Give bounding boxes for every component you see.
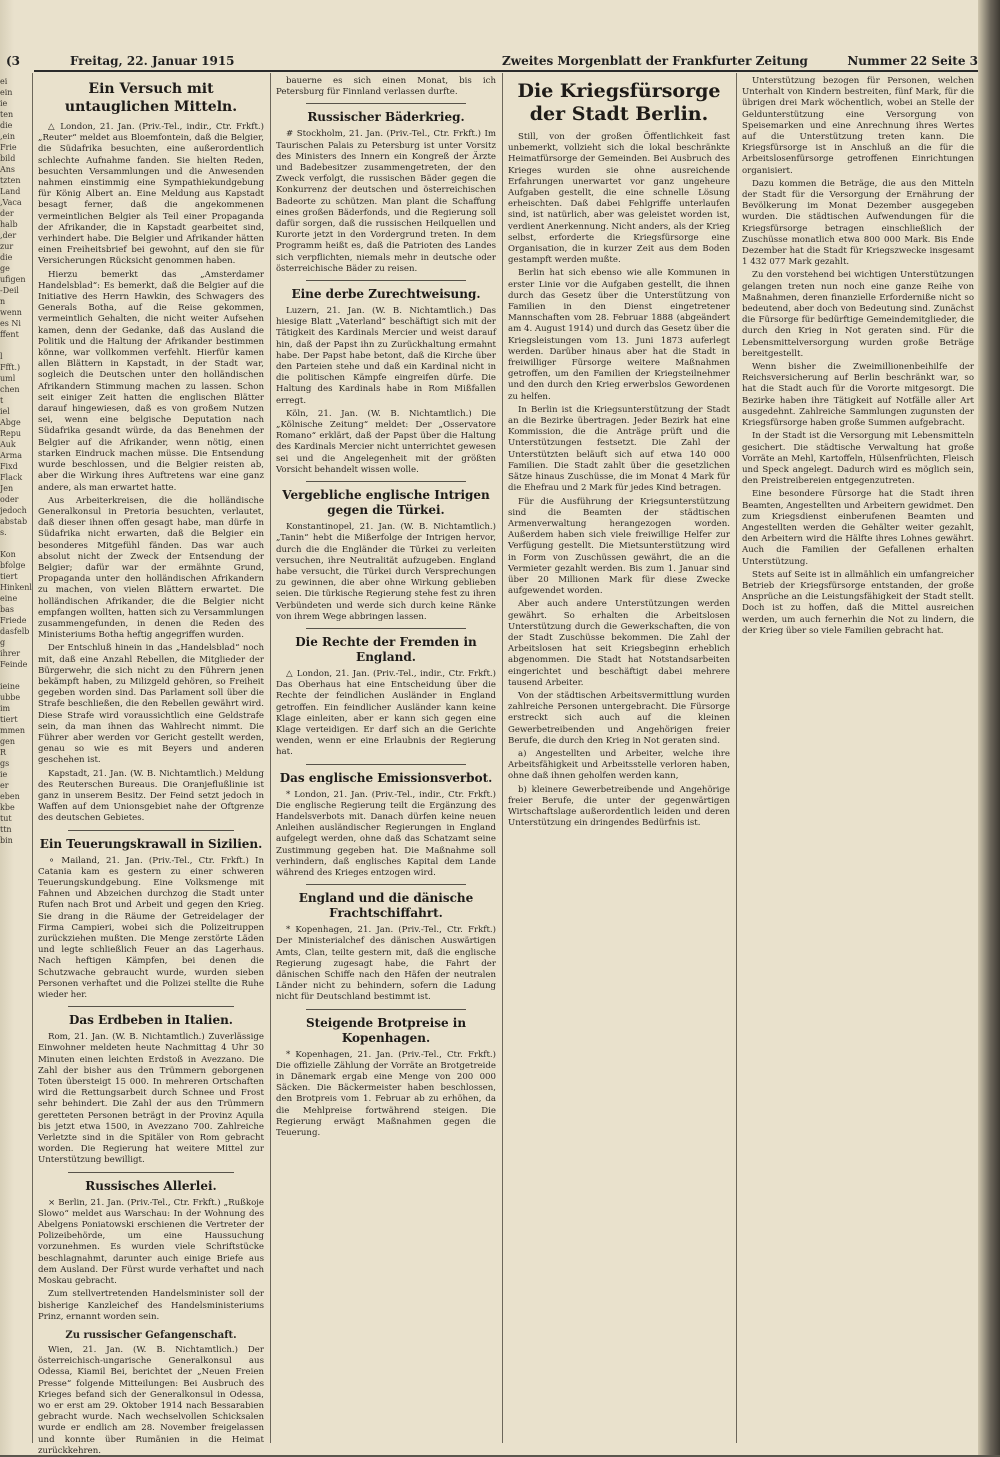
strip-fragment: g xyxy=(0,638,6,647)
column-3 xyxy=(508,76,730,1441)
strip-fragment: Abge xyxy=(0,418,21,427)
strip-fragment: ie xyxy=(0,770,8,779)
article-text: In Berlin ist die Kriegsunterstützung der Stadt an die Bezirke übertragen. Jeder Bezirk hat eine Kommission, die die Anträge prüft und die Unterstützungen festsetzt. Die Zahl der Unterstützten beläuft sich auf etwa 140 000 Familien. Die Stadt zahlt über die gesetzlichen Sätze hinaus Zuschüsse, die im Monat 4 Mark für die Ehefrau und 2 Mark für jedes Kind betragen. xyxy=(508,404,730,494)
previous-page-strip xyxy=(0,76,30,1441)
strip-fragment: Land xyxy=(0,187,21,196)
strip-fragment: s. xyxy=(0,528,7,537)
strip-fragment: uml xyxy=(0,374,16,383)
article-text: Köln, 21. Jan. (W. B. Nichtamtlich.) Die „Kölnische Zeitung“ meldet: Der „Osservatore Romano“ erklärt, daß der Papst über die Haltung des Kardinals Mercier nicht unterrichtet gewesen sei und die Angelegenheit mit der größten Vorsicht behandelt wissen wolle. xyxy=(276,408,496,475)
article-text: ⚬ Mailand, 21. Jan. (Priv.-Tel., Ctr. Frkft.) In Catania kam es gestern zu einer schweren Teuerungskundgebung. Eine Volksmenge mit Fahnen und Abzeichen durchzog die Stadt unter Rufen nach Brot und Arbeit und gegen den Krieg. Sie drang in die Räume der Getreidelager der Firma Campieri, wobei sich die Polizeitruppen zurückziehen mußten. Die Menge zerstörte Läden und legte schließlich Feuer an das Lagerhaus. Nach heftigen Kämpfen, bei denen die Schutzwache gebraucht wurde, wurden sieben Personen verhaftet und die Polizei stellte die Ruhe wieder her. xyxy=(38,855,264,1001)
strip-fragment: ffent xyxy=(0,330,19,339)
strip-fragment: oder xyxy=(0,495,19,504)
strip-fragment: ,Vaca xyxy=(0,198,22,207)
article-text: Zu den vorstehend bei wichtigen Unterstützungen gelangen treten nun noch eine ganze Reihe von Maßnahmen, deren finanzielle Erforderniße nicht so bedeutend, aber doch von Bedeutung sind. Zunächst die Fürsorge für bedürftige Gemeindemitglieder, die durch den Krieg in Not geraten sind. Für die Lebensmittelversorgung wurden große Beträge bereitgestellt. xyxy=(742,270,974,359)
strip-fragment: bas xyxy=(0,605,14,614)
strip-fragment: bild xyxy=(0,154,16,163)
article-text: Wien, 21. Jan. (W. B. Nichtamtlich.) Der österreichisch-ungarische Generalkonsul aus Odessa, Kiamil Bei, berichtet der „Neuen Freien Presse“ folgende Mitteilungen: Bei Ausbruch des Krieges befand sich der Generalkonsul in Odessa, wo er erst am 29. Oktober 1914 nach Bessarabien gebracht wurde. Nach wechselvollen Schicksalen wurde er endlich am 28. November freigelassen und konnte über Rumänien in die Heimat zurückkehren. xyxy=(38,1344,264,1456)
article-text: a) Angestellten und Arbeiter, welche ihre Arbeitsfähigkeit und Arbeitsstelle verloren haben, ohne daß ihnen geholfen werden kann, xyxy=(508,748,730,782)
strip-fragment: Hinkenl xyxy=(0,583,32,592)
strip-fragment: ihrer xyxy=(0,649,21,658)
strip-fragment: l xyxy=(0,352,3,361)
strip-fragment: tzten xyxy=(0,176,21,185)
strip-fragment: ten xyxy=(0,110,14,119)
article-text: Still, von der großen Öffentlichkeit fast unbemerkt, vollzieht sich die lokal beschränkte Heimatfürsorge der Gemeinden. Bei Ausbruch des Krieges wurden sie ohne ausreichende Erfahrungen unerwartet vor ganz ungeheure Aufgaben gestellt, die eine schnelle Lösung erheischten. Daß dabei Fehlgriffe unterlaufen sind, ist natürlich, aber was geleistet worden ist, verdient Anerkennung. Nicht anders, als der Krieg selbst, erforderte die Kriegsfürsorge eine Organisation, die in kurzer Zeit aus dem Boden gestampft werden mußte. xyxy=(508,132,730,266)
headline-frachtschiffahrt: England und die dänische Frachtschiffahrt. xyxy=(298,891,474,921)
strip-fragment: mmen xyxy=(0,726,26,735)
strip-fragment xyxy=(0,340,30,351)
headline-kriegsfuersorge: Die Kriegsfürsorge der Stadt Berlin. xyxy=(517,80,721,125)
column-rule-2 xyxy=(502,73,503,1443)
strip-fragment: bin xyxy=(0,836,13,845)
strip-fragment: -Deil xyxy=(0,286,19,295)
strip-fragment: kbe xyxy=(0,803,15,812)
strip-fragment: Jen xyxy=(0,484,14,493)
article-text: # Stockholm, 21. Jan. (Priv.-Tel., Ctr. Frkft.) Im Taurischen Palais zu Petersburg ist unter Vorsitz des Ministers des Innern ein Kongreß der Ärzte und Badebesitzer zusammengetreten, der den Zweck verfolgt, die russischen Bäder gegen die Konkurrenz der deutschen und österreichischen Badeorte zu schützen. Man plant die Schaffung eines großen Bäderfonds, und die Regierung soll dafür sorgen, daß die russischen Heilquellen und Kurorte jetzt in den Vordergrund treten. In dem Programm heißt es, daß die Patrioten des Landes sich verpflichten, niemals mehr in deutsche oder österreichische Bäder zu reisen. xyxy=(276,129,496,274)
headline-russisches: Russisches Allerlei. xyxy=(85,1178,217,1193)
column-2 xyxy=(276,76,496,1441)
divider xyxy=(306,280,466,281)
strip-fragment: Kon xyxy=(0,550,16,559)
divider xyxy=(306,884,466,885)
strip-fragment: die xyxy=(0,253,13,262)
strip-fragment: ,der xyxy=(0,231,17,240)
strip-fragment: im xyxy=(0,704,11,713)
strip-fragment: abstab xyxy=(0,517,28,526)
strip-fragment: halb xyxy=(0,220,18,229)
strip-fragment xyxy=(0,670,30,681)
article-text: Aus Arbeiterkreisen, die die holländische Generalkonsul in Pretoria besuchten, verlautet, daß dieser ihnen offen gesagt habe, man dürfe in Südafrika nicht erwarten, daß die Belgier ein besonderes Mitgefühl fänden. Das war auch absolut nicht der Zweck der Entsendung der Belgier; dafür war der ermähnte Grund, Propaganda unter den holländischen Afrikandern zu machen, von vielen Blättern erwartet. Die holländischen Afrikander, die die Belgier nicht empfangen wollten, hatten sich zu Versammlungen zusammengefunden, in denen die Reden des Ministeriums Botha heftig angegriffen wurden. xyxy=(38,495,264,641)
divider xyxy=(306,1009,466,1010)
divider xyxy=(68,830,234,831)
headline-fremden: Die Rechte der Fremden in England. xyxy=(295,634,477,664)
strip-fragment: wenn xyxy=(0,308,22,317)
article-text: △ London, 21. Jan. (Priv.-Tel., indir., Ctr. Frkft.) Das Oberhaus hat eine Entscheidung über die Rechte der feindlichen Ausländer in England getroffen. Ein feindlicher Ausländer kann keine Klage einleiten, aber er kann sich gegen eine Klage verteidigen. Er darf sich an die Gerichte wenden, wenn er eine Erlaubnis der Regierung hat. xyxy=(276,668,496,758)
article-text: Kapstadt, 21. Jan. (W. B. Nichtamtlich.) Meldung des Reuterschen Bureaus. Die Oranjeflußlinie ist ganz in unserem Besitz. Der Feind setzt jedoch in Waffen auf dem Unionsgebiet nahe der Oftgrenze des deutschen Gebietes. xyxy=(38,768,264,824)
article-text: Für die Ausführung der Kriegsunterstützung sind die Beamten der städtischen Armenverwaltung herangezogen worden. Außerdem haben sich viele freiwillige Helfer zur Verfügung gestellt. Die Mietsunterstützung wird in Form von Zuschüssen gewährt, die an die Vermieter gezahlt werden. Bis zum 1. Januar sind über 20 Millionen Mark für diese Zwecke aufgewendet worden. xyxy=(508,496,730,597)
strip-fragment: ufigen xyxy=(0,275,26,284)
strip-fragment: ein xyxy=(0,88,13,97)
column-rule-3 xyxy=(736,73,737,1443)
strip-fragment: die xyxy=(0,121,13,130)
strip-fragment: er xyxy=(0,781,9,790)
strip-fragment: jedoch xyxy=(0,506,27,515)
strip-fragment: ubbe xyxy=(0,693,21,702)
article-text: In der Stadt ist die Versorgung mit Lebensmitteln gesichert. Die städtische Verwaltung hat große Vorräte an Mehl, Kartoffeln, Hülsenfrüchten, Fleisch und Speck angelegt. Dadurch wird es möglich sein, den Preistreibereien entgegenzutreten. xyxy=(742,431,974,487)
article-text: Der Entschluß hinein in das „Handelsblad“ noch mit, daß eine Anzahl Rebellen, die Mitglieder der Bürgerwehr, die sich nicht zu den Führern jenen bekämpft haben, zu Milizgeld gehören, so Freiheit gegeben worden sind. Das Parlament soll über die Strafe beschließen, die den Rebellen gewährt wird. Diese Strafe wird voraussichtlich eine Geldstrafe sein, da man ihnen das Wahlrecht nimmt. Die Führer aber werden vor Gericht gestellt werden, genau so wie es mit Beyers und anderen geschehen ist. xyxy=(38,643,264,766)
divider xyxy=(306,481,466,482)
strip-fragment xyxy=(0,538,30,549)
strip-fragment: chen xyxy=(0,385,20,394)
strip-fragment: Ffft.) xyxy=(0,363,21,372)
article-text: Unterstützung bezogen für Personen, welchen Unterhalt von Kindern bestreiten, fünf Mark, für die übrigen drei Mark wöchentlich, wobei an Stelle der Geldunterstützung eine Versorgung von Speisemarken und eine Anrechnung ihres Wertes auf die Unterstützung treten kann. Die Kriegsfürsorge ist in Anschluß an die für die Arbeitslosenfürsorge getroffenen Einrichtungen organisiert. xyxy=(742,76,974,176)
divider xyxy=(68,1006,234,1007)
headline-teuerung: Ein Teuerungskrawall in Sizilien. xyxy=(39,836,263,851)
strip-fragment: eine xyxy=(0,594,18,603)
column-rule-1 xyxy=(270,73,271,1443)
strip-fragment: ,ein xyxy=(0,132,15,141)
article-text: Rom, 21. Jan. (W. B. Nichtamtlich.) Zuverlässige Einwohner meldeten heute Nachmittag 4 Uhr 30 Minuten einen leichten Erdstoß in Avezzano. Die Zahl der bisher aus den Trümmern geborgenen Toten übersteigt 15 000. In mehreren Ortschaften wird die Rettungsarbeit durch Schnee und Frost sehr behindert. Die Zahl der aus den Trümmern geretteten Personen beträgt in der Provinz Aquila bis jetzt etwa 1500, in Avezzano 700. Zahlreiche Verletzte sind in die Spitäler von Rom gebracht worden. Die Regierung hat weitere Mittel zur Unterstützung bewilligt. xyxy=(38,1032,264,1166)
strip-fragment: Arma xyxy=(0,451,22,460)
column-rule-0 xyxy=(32,73,33,1443)
strip-fragment: tiert xyxy=(0,572,18,581)
article-text: Zum stellvertretenden Handelsminister soll der bisherige Kanzleichef des Handelsministeriums Prinz, ernannt worden sein. xyxy=(38,1289,264,1322)
article-text: Aber auch andere Unterstützungen werden gewährt. So erhalten die Arbeitslosen Unterstützung durch die Gewerkschaften, die von der Stadt Zuschüsse bekommen. Die Zahl der Arbeitslosen hat seit Kriegsbeginn erheblich abgenommen. Die Stadt hat Notstandsarbeiten eingerichtet und beschäftigt dabei mehrere tausend Arbeiter. xyxy=(508,599,730,688)
strip-fragment: es Ni xyxy=(0,319,21,328)
article-text: Berlin hat sich ebenso wie alle Kommunen in erster Linie vor die Aufgaben gestellt, die ihnen durch das Gesetz über die Unterstützung von Familien in den Dienst eingetretener Mannschaften vom 28. Februar 1888 (abgeändert am 4. August 1914) und durch das Gesetz über die Kriegsleistungen vom 13. Juni 1873 auferlegt werden. Darüber hinaus aber hat die Stadt in freiwilliger Fürsorge weitere Maßnahmen getroffen, um den Familien der Kriegsteilnehmer und den durch den Krieg erwerbslos Gewordenen zu helfen. xyxy=(508,268,731,402)
strip-fragment: Flack xyxy=(0,473,23,482)
header-date: Freitag, 22. Januar 1915 xyxy=(70,54,235,68)
strip-fragment: tiert xyxy=(0,715,18,724)
strip-fragment: gs xyxy=(0,759,10,768)
strip-fragment: ieine xyxy=(0,682,20,691)
article-text: Wenn bisher die Zweimillionenbeihilfe der Reichsversicherung auf Berlin beschränkt war, so hat die Stadt auch für die Vororte mitgesorgt. Die Bezirke haben ihre Tätigkeit auf Notfälle aller Art ausgedehnt. Zahlreiche Sammlungen zugunsten der Kriegsfürsorge haben große Summen aufgebracht. xyxy=(742,362,974,429)
headline-versuch: Ein Versuch mit untauglichen Mitteln. xyxy=(64,81,238,115)
strip-fragment: Friede xyxy=(0,616,27,625)
strip-fragment: n xyxy=(0,297,6,306)
article-text: Konstantinopel, 21. Jan. (W. B. Nichtamtlich.) „Tanin“ hebt die Mißerfolge der Intrigen hervor, durch die die Engländer die Türkei zu verleiten versuchen, ihre Neutralität aufzugeben. England habe versucht, die Türkei durch Versprechungen zu gewinnen, die aber ohne Wirkung geblieben seien. Die türkische Regierung stehe fest zu ihren Verbündeten und werde sich durch keine Ränke von ihrem Wege abbringen lassen. xyxy=(276,522,496,622)
article-text: Eine besondere Fürsorge hat die Stadt ihren Beamten, Angestellten und Arbeitern gewidmet. Den zum Kriegsdienst einberufenen Beamten und Angestellten werden die Gehälter weiter gezahlt, den Arbeitern wird die Hälfte ihres Lohnes gewährt. Auch die Familien der Gefallenen erhalten Unterstützung. xyxy=(742,489,974,567)
strip-fragment: Ans xyxy=(0,165,16,174)
page-mark: (3 xyxy=(6,54,21,68)
article-text: Von der städtischen Arbeitsvermittlung wurden zahlreiche Personen untergebracht. Die Fürsorge erstreckt sich auch auf die kleinen Gewerbetreibenden und Angehörigen freier Berufe, die durch den Krieg in Not geraten sind. xyxy=(508,690,730,746)
article-text: Dazu kommen die Beträge, die aus den Mitteln der Stadt für die Versorgung der Ernährung der Bevölkerung im Monat Dezember ausgegeben wurden. Die städtischen Aufwendungen für die Kriegsfürsorge betragen einschließlich der Zuschüsse monatlich etwa 800 000 Mark. Bis Ende Dezember hat die Stadt für Kriegszwecke insgesamt 1 432 077 Mark gezahlt. xyxy=(742,178,974,268)
subheadline-gefangenschaft: Zu russischer Gefangenschaft. xyxy=(65,1329,237,1341)
strip-fragment: Repu xyxy=(0,429,22,438)
strip-fragment: der xyxy=(0,209,14,218)
strip-fragment: Fixd xyxy=(0,462,18,471)
strip-fragment: t xyxy=(0,396,4,405)
headline-emissionsverbot: Das englische Emissionsverbot. xyxy=(279,770,493,785)
divider xyxy=(306,764,466,765)
page-header xyxy=(6,54,978,70)
strip-fragment: ei xyxy=(0,77,8,86)
article-text: * Kopenhagen, 21. Jan. (Priv.-Tel., Ctr. Frkft.) Die offizielle Zählung der Vorräte an Brotgetreide in Dänemark ergab eine Menge von 200 000 Säcken. Die Bäckermeister haben beschlossen, den Brotpreis vom 1. Februar ab zu erhöhen, da die Mehlpreise fortwährend steigen. Die Regierung erwägt Maßnahmen gegen die Teuerung. xyxy=(276,1049,496,1139)
strip-fragment: Frie xyxy=(0,143,17,152)
header-edition: Zweites Morgenblatt der Frankfurter Zeitung xyxy=(502,54,808,68)
article-text: Stets auf Seite ist in allmählich ein umfangreicher Betrieb der Kriegsfürsorge entstanden, der große Ansprüche an die Leistungsfähigkeit der Stadt stellt. Doch ist zu hoffen, daß die Mittel ausreichen werden, um auch fernerhin die Not zu lindern, die der Krieg über so viele Familien gebracht hat. xyxy=(742,569,974,636)
article-text: bauerne es sich einen Monat, bis ich Petersburg für Finnland verlassen durfte. xyxy=(276,76,496,98)
article-text: * London, 21. Jan. (Priv.-Tel., indir., Ctr. Frkft.) Die englische Regierung teilt die Ergänzung des Handelsverbots mit. Danach dürfen keine neuen Anleihen ausländischer Regierungen in England aufgelegt werden, ohne daß das Schatzamt seine Zustimmung gegeben hat. Die Maßnahme soll verhindern, daß englisches Kapital dem Lande während des Krieges entzogen wird. xyxy=(276,789,496,878)
strip-fragment: ttn xyxy=(0,825,12,834)
strip-fragment: tut xyxy=(0,814,12,823)
strip-fragment: eben xyxy=(0,792,20,801)
article-text: × Berlin, 21. Jan. (Priv.-Tel., Ctr. Frkft.) „Rußkoje Slowo“ meldet aus Warschau: In der Wohnung des Abelgens Poniatowski erschienen die Vertreter der Polizeibehörde, um eine Haussuchung vorzunehmen. Es wurden viele Schriftstücke beschlagnahmt, darunter auch einige Briefe aus dem Ausland. Der Fürst wurde verhaftet und nach Moskau gebracht. xyxy=(38,1197,264,1287)
headline-zurechtweisung: Eine derbe Zurechtweisung. xyxy=(291,287,481,302)
article-text: b) kleinere Gewerbetreibende und Angehörige freier Berufe, die unter der gegenwärtigen Wirtschaftslage außerordentlich leiden und deren Unterstützung ein dringendes Bedürfnis ist. xyxy=(508,784,730,829)
header-rule xyxy=(34,70,978,72)
strip-fragment: gen xyxy=(0,737,16,746)
strip-fragment: Auk xyxy=(0,440,16,449)
strip-fragment: ge xyxy=(0,264,10,273)
headline-brotpreise: Steigende Brotpreise in Kopenhagen. xyxy=(305,1015,467,1045)
column-4 xyxy=(742,76,974,1441)
headline-erdbeben: Das Erdbeben in Italien. xyxy=(69,1013,233,1028)
column-1 xyxy=(38,76,264,1456)
strip-fragment: zur xyxy=(0,242,14,251)
header-number: Nummer 22 Seite 3 xyxy=(847,54,978,68)
strip-fragment: R xyxy=(0,748,7,757)
strip-fragment: bfolge xyxy=(0,561,26,570)
headline-baederkrieg: Russischer Bäderkrieg. xyxy=(307,110,465,125)
strip-fragment: iel xyxy=(0,407,10,416)
strip-fragment: dasfelb xyxy=(0,627,30,636)
article-text: Luzern, 21. Jan. (W. B. Nichtamtlich.) Das hiesige Blatt „Vaterland“ beschäftigt sich mit der Tätigkeit des Kardinals Mercier und weist darauf hin, daß der Papst ihn zu Zurückhaltung ermahnt habe. Der Papst habe betont, daß die Kirche über den Parteien stehe und daß ein Kardinal nicht in die politischen Kämpfe eingreifen dürfe. Die Haltung des Kardinals habe in Rom Mißfallen erregt. xyxy=(276,306,496,406)
divider xyxy=(306,628,466,629)
article-text: △ London, 21. Jan. (Priv.-Tel., indir., Ctr. Frkft.) „Reuter“ meldet aus Bloemfontein, daß die Belgier, die Südafrika besuchten, eine außerordentlich schlechte Aufnahme fanden. Sie hielten Reden, besuchten Versammlungen und die Anwesenden nahmen einstimmig eine Sympathiekundgebung für König Albert an. Eine Meldung aus Kapstadt besagt ferner, daß die angekommenen vermeintlichen Belgier als Teil einer Propaganda der Afrikander, die in Kapstadt gearbeitet sind, verhindert habe. Die Belgier und Afrikander hätten einen Freiheitsbrief bei gewohnt, auf den sie für Versicherungen Rücksicht genommen haben. xyxy=(38,122,264,267)
divider xyxy=(68,1172,234,1173)
strip-fragment: Feinde xyxy=(0,660,28,669)
divider xyxy=(306,103,466,104)
strip-fragment: ie xyxy=(0,99,8,108)
book-spine xyxy=(978,0,1000,1455)
article-text: Hierzu bemerkt das „Amsterdamer Handelsblad“: Es bemerkt, daß die Belgier auf die Initiative des Herrn Hawkin, des Schwagers des Generals Botha, auf die Reise gekommen, vermeintlich Gehalten, die nicht weiter Aufsehen kamen, denn der Gedanke, daß das Ausland die Politik und die Haltung der Afrikander bestimmen könne, war vollkommen verfehlt. Hierfür kamen allen Blättern in Kapstadt, in der Stadt war, sogleich die Deutschen unter den holländischen Afrikandern Stimmung machen zu lassen. Schon seit einiger Zeit hatten die englischen Blätter darauf hingewiesen, daß es von großem Nutzen sei, wenn eine belgische Deputation nach Südafrika gesandt würde, da das Benehmen der Belgier auf die Afrikander, wenn nötig, einen starken Eindruck machen müsse. Die Entsendung wurde beschlossen, und die Belgier reisten ab, aber die Wirkung ihres Auftretens war eine ganz andere, als man erwartet hatte. xyxy=(38,269,264,493)
article-text: * Kopenhagen, 21. Jan. (Priv.-Tel., Ctr. Frkft.) Der Ministerialchef des dänischen Auswärtigen Amts, Clan, teilte gestern mit, daß die englische Regierung zugesagt habe, die Fahrt der dänischen Schiffe nach den Häfen der neutralen Länder nicht zu behindern, sofern die Ladung nicht für Deutschland bestimmt ist. xyxy=(276,925,496,1003)
headline-intrigen: Vergebliche englische Intrigen gegen die Türkei. xyxy=(282,488,490,518)
